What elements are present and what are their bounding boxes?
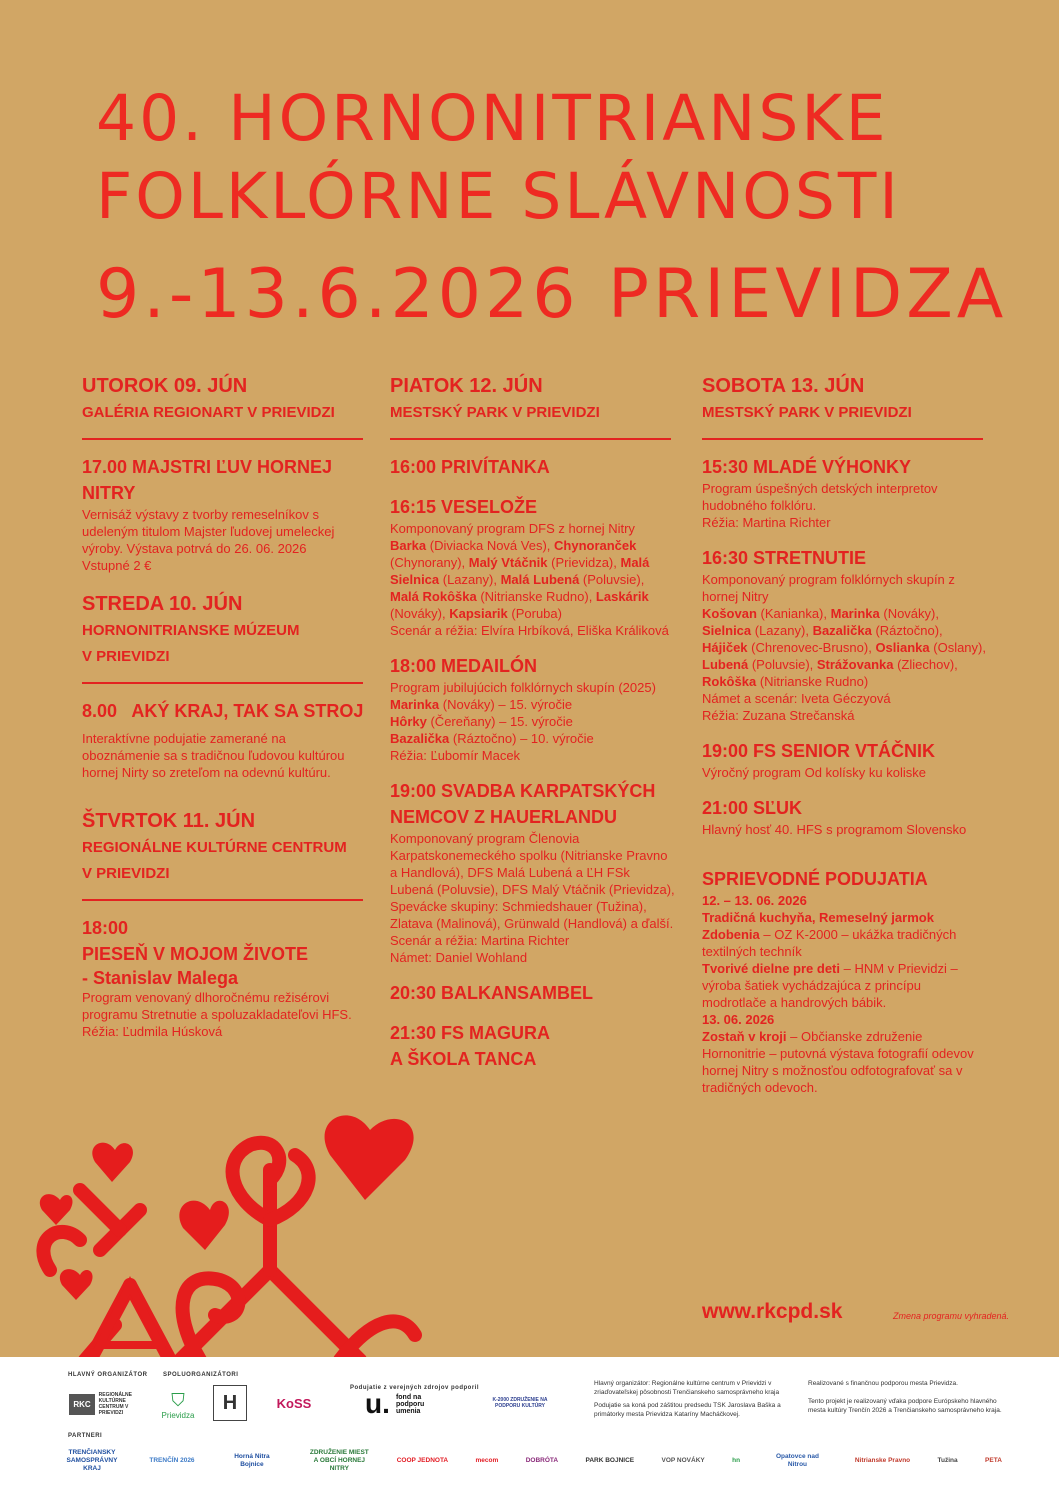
venue-cont: V PRIEVIDZI: [82, 865, 170, 882]
rkc-logo-mark: RKC: [69, 1394, 94, 1415]
event-description: Program jubilujúcich folklórnych skupín (2025): [390, 680, 656, 695]
ensemble-name: Chynoranček: [554, 538, 637, 553]
side-date: 13. 06. 2026: [702, 1012, 775, 1027]
event-idea: Námet: Daniel Wohland: [390, 950, 528, 965]
ensemble-name: Sielnica: [702, 623, 752, 638]
ensemble-place: (Chrenovec-Brusno),: [747, 640, 876, 655]
day-heading: SOBOTA 13. JÚN: [702, 375, 865, 397]
venue: MESTSKÝ PARK V PRIEVIDZI: [390, 404, 600, 421]
ensemble-entry: [702, 640, 875, 655]
ensemble-place: (Oslany),: [929, 640, 986, 655]
column-friday: [390, 372, 675, 1072]
footer-info-patronage: Podujatie sa koná pod záštitou predsedu TSK Jaroslava Baška a primátorky mesta Prievidza Kataríny Macháčkovej.: [594, 1402, 781, 1418]
column-saturday: [702, 372, 987, 1096]
partner-logo: PARK BOJNICE: [585, 1457, 635, 1464]
event-title: PIESEŇ V MOJOM ŽIVOTE: [82, 944, 309, 964]
divider: [82, 438, 363, 440]
ensemble-entry: [390, 696, 675, 713]
day-heading: STREDA 10. JÚN: [82, 593, 243, 615]
ensemble-entry: [702, 674, 868, 689]
event-title: 16:30 STRETNUTIE: [702, 548, 867, 568]
ensemble-place: (Čereňany) – 15. výročie: [426, 714, 573, 729]
event-director: Réžia: Ľudmila Húsková: [82, 1024, 223, 1039]
ensemble-name: Hôrky: [390, 714, 427, 729]
partner-logo: Tužina: [937, 1457, 958, 1464]
divider: [82, 682, 363, 684]
ensemble-name: Barka: [390, 538, 427, 553]
festival-dates: 9.-13.6.2026: [96, 255, 580, 334]
event-title: 19:00 SVADBA KARPATSKÝCH: [390, 781, 656, 801]
ensemble-entry: [813, 623, 943, 638]
ensemble-place: (Nováky) – 15. výročie: [439, 697, 573, 712]
event-title: 16:00 PRIVÍTANKA: [390, 457, 550, 477]
partner-logo: mecom: [475, 1457, 499, 1464]
day-heading: ŠTVRTOK 11. JÚN: [82, 810, 256, 832]
ensemble-place: (Lazany),: [751, 623, 813, 638]
side-event: Tvorivé dielne pre deti – HNM v Prievidzi – výroba šatiek vychádzajúca z princípu modrotlače a handrových bábik.: [702, 961, 958, 1010]
event-performer: - Stanislav Malega: [82, 968, 239, 988]
website-link[interactable]: www.rkcpd.sk: [702, 1300, 843, 1323]
event-title: 21:00 SĽUK: [702, 798, 803, 818]
ensemble-entry: [390, 713, 675, 730]
event-description: Program úspešných detských interpretov hudobného folklóru.: [702, 481, 938, 513]
partner-logo: DOBRÓTA: [525, 1457, 559, 1464]
event-entry-fee: Vstupné 2 €: [82, 558, 152, 573]
ensemble-place: (Nitrianske Rudno),: [476, 589, 596, 604]
ensemble-list: [390, 696, 675, 747]
event-title: 16:15 VESELOŽE: [390, 497, 538, 517]
divider: [390, 438, 671, 440]
label-main-organizer: HLAVNÝ ORGANIZÁTOR: [68, 1372, 148, 1378]
partner-logo: Nitrianske Pravno: [854, 1457, 911, 1464]
event-director: Scenár a réžia: Elvíra Hrbíková, Eliška Králiková: [390, 623, 669, 638]
event-director: Réžia: Ľubomír Macek: [390, 748, 521, 763]
title-line-2: FOLKLÓRNE SLÁVNOSTI: [96, 160, 901, 233]
ensemble-place: (Ráztočno) – 10. výročie: [449, 731, 594, 746]
ensemble-name: Marinka: [390, 697, 440, 712]
fpu-logo: [362, 1389, 447, 1419]
ensemble-entry: [702, 657, 817, 672]
ensemble-name: Oslianka: [875, 640, 930, 655]
event-description: Komponovaný program folklórnych skupín z hornej Nitry: [702, 572, 955, 604]
label-partners: PARTNERI: [68, 1433, 103, 1439]
ensemble-name: Hájiček: [702, 640, 748, 655]
ensemble-name: Marinka: [830, 606, 880, 621]
ensemble-entry: [390, 538, 554, 553]
ensemble-place: (Chynorany),: [390, 555, 469, 570]
footer-info-funding: Realizované s finančnou podporou mesta Prievidza.: [808, 1380, 958, 1387]
ensemble-name: Košovan: [702, 606, 757, 621]
title-line-1: 40. HORNONITRIANSKE: [96, 82, 889, 155]
ensemble-entry: [449, 606, 562, 621]
ensemble-place: (Nováky),: [390, 606, 450, 621]
footer-info-project: Tento projekt je realizovaný vďaka podpore Európskeho hlavného mesta kultúry Trenčín 2026 a Trenčianskeho samosprávneho kraja.: [808, 1398, 1002, 1414]
ensemble-name: Malá Sielnica: [390, 555, 650, 587]
prievidza-crest-icon: ⛉: [171, 1390, 185, 1410]
event-time: 18:00: [82, 918, 129, 938]
ensemble-name: Strážovanka: [816, 657, 894, 672]
side-events-title: SPRIEVODNÉ PODUJATIA: [702, 869, 928, 889]
rkc-logo-text: REGIONÁLNE KULTÚRNE CENTRUM V PRIEVIDZI: [98, 1392, 133, 1416]
event-title-cont: NITRY: [82, 483, 136, 503]
fpu-logo-text: fond na podporu umenia: [395, 1393, 425, 1415]
partner-logo: PETA: [985, 1457, 1002, 1464]
event-description: Komponovaný program DFS z hornej Nitry: [390, 521, 635, 536]
partner-logo: COOP JEDNOTA: [396, 1457, 449, 1464]
ensemble-entry: [469, 555, 621, 570]
event-idea: Námet a scenár: Iveta Géczyová: [702, 691, 891, 706]
event-title: 21:30 FS MAGURA: [390, 1023, 551, 1043]
event-description: Výročný program Od kolísky ku koliske: [702, 765, 926, 780]
partner-logo: Horná Nitra Bojnice: [234, 1453, 270, 1468]
partner-logo: TRENČÍN 2026: [149, 1457, 195, 1464]
ensemble-place: (Diviacka Nová Ves),: [426, 538, 555, 553]
event-description: Hlavný hosť 40. HFS s programom Slovensko: [702, 822, 967, 837]
rkc-logo: [68, 1385, 138, 1423]
venue-cont: V PRIEVIDZI: [82, 648, 170, 665]
ensemble-name: Rokôška: [702, 674, 757, 689]
ensemble-place: (Poruba): [507, 606, 562, 621]
event-title: 15:30 MLADÉ VÝHONKY: [702, 457, 912, 477]
partner-logo: TRENČIANSKY SAMOSPRÁVNY KRAJ: [66, 1449, 118, 1472]
ensemble-entry: [702, 623, 813, 638]
event-director: Scenár a réžia: Martina Richter: [390, 933, 570, 948]
ensemble-place: (Kanianka),: [756, 606, 831, 621]
partner-logo: Opatovce nad Nitrou: [775, 1453, 819, 1468]
ensemble-place: (Lazany),: [439, 572, 501, 587]
partner-logo: ZDRUŽENIE MIEST A OBCÍ HORNEJ NITRY: [309, 1449, 369, 1472]
ensemble-list: [702, 605, 987, 690]
ensemble-place: (Zliechov),: [893, 657, 958, 672]
venue: REGIONÁLNE KULTÚRNE CENTRUM: [82, 839, 347, 856]
ensemble-place: (Ráztočno),: [871, 623, 943, 638]
ensemble-place: (Poluvsie),: [748, 657, 817, 672]
column-tuesday-thursday: [82, 372, 367, 1040]
event-title: 17.00 MAJSTRI ĽUV HORNEJ: [82, 457, 333, 477]
ensemble-entry: [875, 640, 986, 655]
ensemble-list: [390, 537, 675, 622]
folk-ornament-icon: [20, 1110, 450, 1357]
side-event: Zostaň v kroji – Občianske združenie Hornonitrie – putovná výstava fotografií odevov hornej Nitry s možnosťou odfotografovať sa v tradičných odevoch.: [702, 1029, 974, 1095]
partner-logo: hn: [732, 1457, 741, 1464]
event-description: Interaktívne podujatie zamerané na oboznámenie sa s tradičnou ľudovou kultúrou hornej Nirty so zreteľom na odevnú kultúru.: [82, 731, 345, 780]
partner-logo: VOP NOVÁKY: [661, 1457, 705, 1464]
divider: [702, 438, 983, 440]
ensemble-name: Bazalička: [812, 623, 872, 638]
venue: GALÉRIA REGIONART V PRIEVIDZI: [82, 404, 335, 421]
ensemble-name: Laskárik: [595, 589, 649, 604]
ensemble-entry: [831, 606, 939, 621]
hnm-logo: H: [213, 1385, 247, 1421]
ensemble-place: (Nitrianske Rudno): [756, 674, 869, 689]
event-title: 18:00 MEDAILÓN: [390, 656, 538, 676]
event-title: 8.00 AKÝ KRAJ, TAK SA STROJ: [82, 701, 364, 721]
event-description: Komponovaný program Členovia Karpatskonemeckého spolku (Nitrianske Pravno a Handlová), DFS Malá Lubená a ĽH FSk Lubená (Poluvsie), DFS Malý Vtáčnik (Prievidza), Spevácke skupiny: Schmiedshauer (Tužina), Zlatava (Malinová), Grünwald (Handlová) a ďalší.: [390, 831, 675, 931]
partners-row: [62, 1443, 1002, 1479]
ensemble-entry: [702, 606, 831, 621]
k2000-logo: K-2000 ZDRUŽENIE NA PODPORU KULTÚRY: [492, 1397, 548, 1409]
event-title-cont: A ŠKOLA TANCA: [390, 1049, 537, 1069]
event-director: Réžia: Zuzana Strečanská: [702, 708, 855, 723]
ensemble-entry: [501, 572, 645, 587]
event-description: Vernisáž výstavy z tvorby remeselníkov s udeleným titulom Majster ľudovej umeleckej výroby. Výstava potrvá do 26. 06. 2026: [82, 507, 335, 556]
side-event: Tradičná kuchyňa, Remeselný jarmok: [702, 910, 934, 925]
ensemble-place: (Nováky),: [879, 606, 939, 621]
ensemble-name: Bazalička: [390, 731, 450, 746]
event-title-cont: NEMCOV Z HAUERLANDU: [390, 807, 617, 827]
festival-city: PRIEVIDZA: [608, 255, 1008, 334]
footer-info-organizer: Hlavný organizátor: Regionálne kultúrne centrum v Prievidzi v zriaďovateľskej pôsobnosti Trenčianskeho samosprávneho kraja: [594, 1380, 780, 1396]
day-heading: UTOROK 09. JÚN: [82, 375, 248, 397]
ensemble-place: (Prievidza),: [547, 555, 621, 570]
prievidza-logo-text: Prievidza: [161, 1411, 195, 1420]
side-date: 12. – 13. 06. 2026: [702, 893, 807, 908]
ensemble-place: (Poluvsie),: [579, 572, 645, 587]
event-title: 19:00 FS SENIOR VTÁČNIK: [702, 741, 936, 761]
venue: MESTSKÝ PARK V PRIEVIDZI: [702, 404, 912, 421]
ensemble-name: Malý Vtáčnik: [468, 555, 548, 570]
ensemble-entry: [390, 730, 675, 747]
event-director: Réžia: Martina Richter: [702, 515, 831, 530]
ensemble-name: Malá Rokôška: [390, 589, 477, 604]
label-supported: Podujatie z verejných zdrojov podporil: [350, 1385, 480, 1391]
ensemble-entry: [390, 589, 596, 604]
side-event: Zdobenia – OZ K-2000 – ukážka tradičných textilných techník: [702, 927, 957, 959]
fpu-logo-mark: u.: [365, 1388, 390, 1419]
change-note: Zmena programu vyhradená.: [893, 1311, 1010, 1321]
day-heading: PIATOK 12. JÚN: [390, 375, 543, 397]
event-title: 20:30 BALKANSAMBEL: [390, 983, 594, 1003]
ensemble-name: Lubená: [702, 657, 749, 672]
ensemble-entry: [817, 657, 958, 672]
event-description: Program venovaný dlhoročnému režisérovi programu Stretnutie a spoluzakladateľovi HFS.: [82, 990, 352, 1022]
koss-logo: KoSS: [276, 1395, 312, 1411]
label-co-organizers: SPOLUORGANIZÁTORI: [163, 1372, 239, 1378]
ensemble-name: Malá Lubená: [500, 572, 580, 587]
prievidza-logo: [158, 1385, 198, 1425]
venue: HORNONITRIANSKE MÚZEUM: [82, 622, 300, 639]
ensemble-name: Kapsiarik: [449, 606, 508, 621]
sponsor-footer: [0, 1357, 1059, 1500]
divider: [82, 899, 363, 901]
